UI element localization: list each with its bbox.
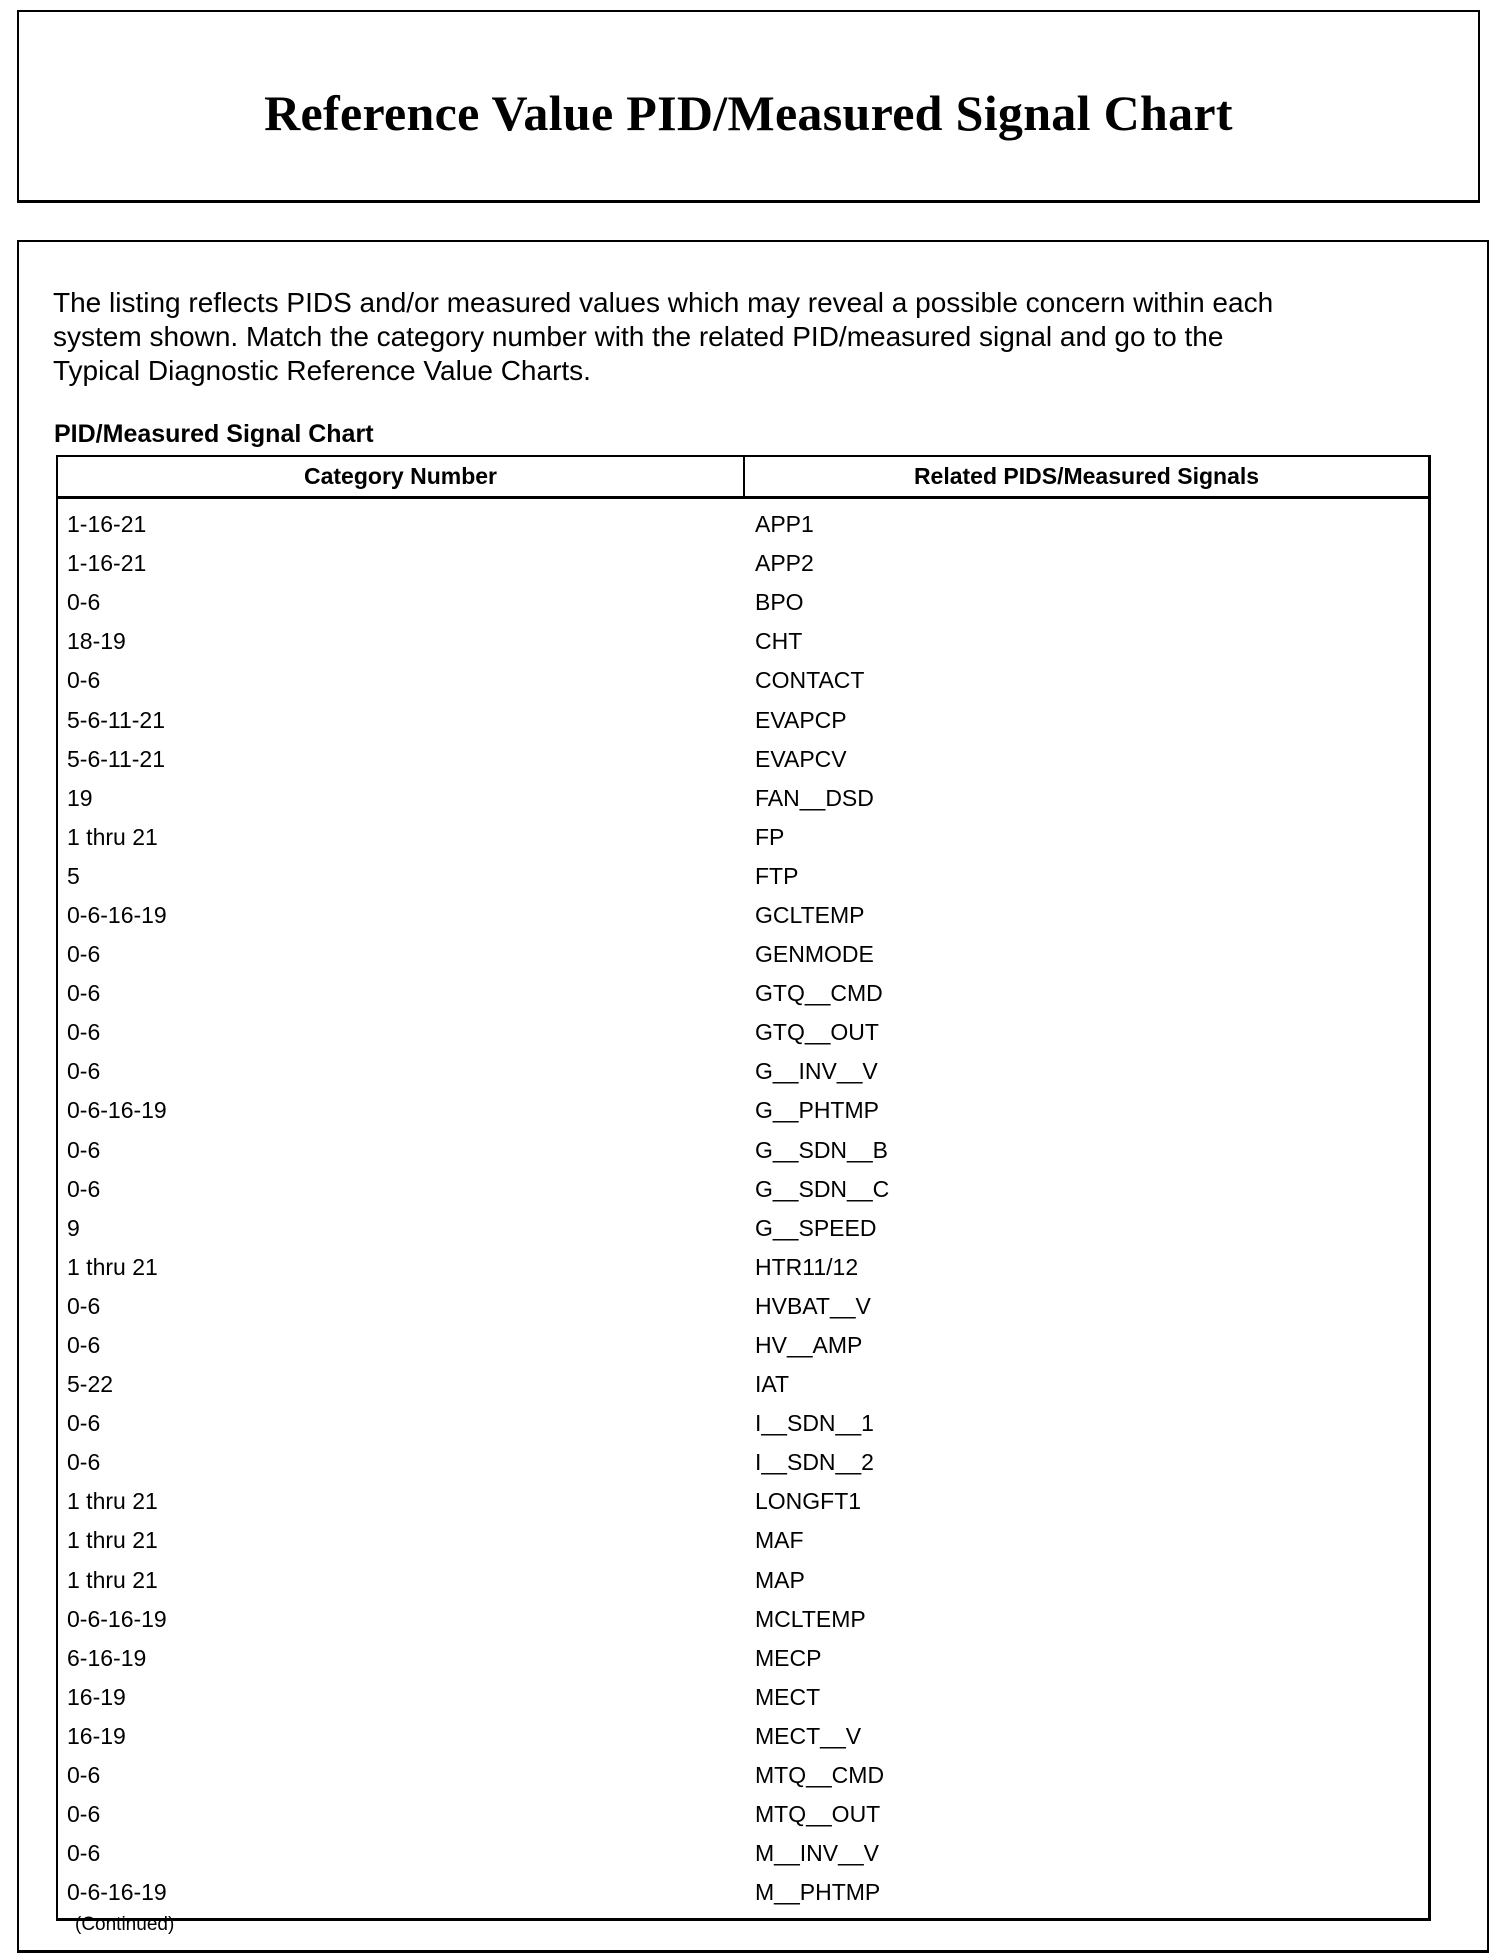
signal-cell: G__SDN__C <box>755 1175 890 1202</box>
table-row <box>58 1678 1428 1717</box>
table-row <box>58 1561 1428 1600</box>
category-number-cell: 0-6 <box>67 589 101 616</box>
table-row <box>58 740 1428 779</box>
signal-cell: APP2 <box>755 550 814 577</box>
category-number-cell: 1 thru 21 <box>67 1566 158 1593</box>
category-number-cell: 5 <box>67 862 80 889</box>
category-number-cell: 1 thru 21 <box>67 1488 158 1515</box>
category-number-cell: 9 <box>67 1214 80 1241</box>
category-number-cell: 0-6-16-19 <box>67 1605 167 1632</box>
signal-cell: GTQ__OUT <box>755 1019 879 1046</box>
signal-cell: G__SDN__B <box>755 1136 888 1163</box>
category-number-cell: 1 thru 21 <box>67 1253 158 1280</box>
category-number-cell: 0-6 <box>67 1058 101 1085</box>
signal-cell: G__PHTMP <box>755 1097 879 1124</box>
content-box <box>17 240 1489 1953</box>
signal-table <box>56 455 1431 1921</box>
signal-cell: MCLTEMP <box>755 1605 866 1632</box>
signal-cell: CONTACT <box>755 667 865 694</box>
table-header <box>58 457 1428 499</box>
category-number-cell: 0-6 <box>67 1449 101 1476</box>
signal-cell: G__INV__V <box>755 1058 878 1085</box>
signal-cell: FP <box>755 823 785 850</box>
table-row <box>58 1013 1428 1052</box>
category-number-cell: 0-6 <box>67 1801 101 1828</box>
table-row <box>58 583 1428 622</box>
signal-cell: M__INV__V <box>755 1840 880 1867</box>
table-row <box>58 622 1428 661</box>
table-row <box>58 1287 1428 1326</box>
signal-cell: GTQ__CMD <box>755 980 883 1007</box>
table-row <box>58 1482 1428 1521</box>
signal-cell: EVAPCV <box>755 745 847 772</box>
category-number-cell: 1-16-21 <box>67 511 147 538</box>
table-row <box>58 1170 1428 1209</box>
signal-cell: CHT <box>755 628 803 655</box>
category-number-cell: 0-6-16-19 <box>67 901 167 928</box>
signal-cell: MAP <box>755 1566 805 1593</box>
signal-cell: HTR11/12 <box>755 1253 859 1280</box>
category-number-cell: 5-6-11-21 <box>67 706 166 733</box>
category-number-cell: 5-6-11-21 <box>67 745 166 772</box>
category-number-cell: 0-6-16-19 <box>67 1097 167 1124</box>
signal-cell: HV__AMP <box>755 1332 863 1359</box>
category-number-cell: 1 thru 21 <box>67 1527 158 1554</box>
category-number-cell: 0-6 <box>67 667 101 694</box>
category-number-cell: 5-22 <box>67 1371 114 1398</box>
signal-cell: IAT <box>755 1371 790 1398</box>
table-row <box>58 1600 1428 1639</box>
category-number-cell: 0-6 <box>67 1840 101 1867</box>
signal-cell: APP1 <box>755 511 814 538</box>
category-number-cell: 19 <box>67 784 93 811</box>
table-row <box>58 505 1428 544</box>
signal-cell: I__SDN__1 <box>755 1410 874 1437</box>
header-category-number: Category Number <box>58 457 745 496</box>
category-number-cell: 18-19 <box>67 628 126 655</box>
table-row <box>58 818 1428 857</box>
table-row <box>58 974 1428 1013</box>
signal-cell: GENMODE <box>755 941 874 968</box>
table-row <box>58 1365 1428 1404</box>
table-row <box>58 857 1428 896</box>
signal-cell: HVBAT__V <box>755 1292 871 1319</box>
category-number-cell: 0-6 <box>67 1019 101 1046</box>
table-row <box>58 1756 1428 1795</box>
category-number-cell: 0-6 <box>67 980 101 1007</box>
page-title: Reference Value PID/Measured Signal Chart <box>264 85 1233 141</box>
category-number-cell: 0-6 <box>67 1410 101 1437</box>
table-row <box>58 700 1428 739</box>
table-row <box>58 544 1428 583</box>
signal-cell: BPO <box>755 589 804 616</box>
signal-cell: M__PHTMP <box>755 1879 881 1906</box>
table-row <box>58 1873 1428 1912</box>
intro-line: Typical Diagnostic Reference Value Charts. <box>53 355 591 386</box>
table-row <box>58 935 1428 974</box>
category-number-cell: 0-6 <box>67 1762 101 1789</box>
signal-cell: FAN__DSD <box>755 784 874 811</box>
table-row <box>58 661 1428 700</box>
category-number-cell: 16-19 <box>67 1683 126 1710</box>
signal-cell: EVAPCP <box>755 706 847 733</box>
table-row <box>58 1521 1428 1560</box>
table-row <box>58 1834 1428 1873</box>
table-body <box>58 499 1428 1918</box>
intro-paragraph <box>53 286 1273 388</box>
table-row <box>58 1717 1428 1756</box>
signal-cell: I__SDN__2 <box>755 1449 874 1476</box>
table-row <box>58 1326 1428 1365</box>
signal-cell: G__SPEED <box>755 1214 877 1241</box>
table-row <box>58 1131 1428 1170</box>
category-number-cell: 1-16-21 <box>67 550 147 577</box>
category-number-cell: 0-6 <box>67 1175 101 1202</box>
signal-cell: LONGFT1 <box>755 1488 862 1515</box>
chart-heading: PID/Measured Signal Chart <box>54 420 374 448</box>
continued-note: (Continued) <box>75 1914 175 1935</box>
signal-cell: GCLTEMP <box>755 901 865 928</box>
table-row <box>58 1639 1428 1678</box>
signal-cell: FTP <box>755 862 799 889</box>
signal-cell: MTQ__CMD <box>755 1762 885 1789</box>
category-number-cell: 0-6 <box>67 1136 101 1163</box>
title-box <box>17 10 1480 203</box>
category-number-cell: 16-19 <box>67 1722 126 1749</box>
table-row <box>58 1209 1428 1248</box>
table-row <box>58 1404 1428 1443</box>
table-row <box>58 1091 1428 1130</box>
category-number-cell: 0-6 <box>67 1292 101 1319</box>
category-number-cell: 0-6 <box>67 941 101 968</box>
intro-line: The listing reflects PIDS and/or measured values which may reveal a possible concern within each <box>53 287 1274 318</box>
table-row <box>58 896 1428 935</box>
signal-cell: MAF <box>755 1527 804 1554</box>
header-related-pids: Related PIDS/Measured Signals <box>913 463 1260 489</box>
category-number-cell: 0-6-16-19 <box>67 1879 167 1906</box>
intro-line: system shown. Match the category number with the related PID/measured signal and go to the <box>53 321 1224 352</box>
table-row <box>58 1443 1428 1482</box>
signal-cell: MECP <box>755 1644 822 1671</box>
signal-cell: MTQ__OUT <box>755 1801 881 1828</box>
table-row <box>58 779 1428 818</box>
table-row <box>58 1248 1428 1287</box>
signal-cell: MECT__V <box>755 1722 862 1749</box>
table-row <box>58 1052 1428 1091</box>
category-number-cell: 1 thru 21 <box>67 823 158 850</box>
category-number-cell: 0-6 <box>67 1332 101 1359</box>
signal-cell: MECT <box>755 1683 821 1710</box>
category-number-cell: 6-16-19 <box>67 1644 147 1671</box>
table-row <box>58 1795 1428 1834</box>
